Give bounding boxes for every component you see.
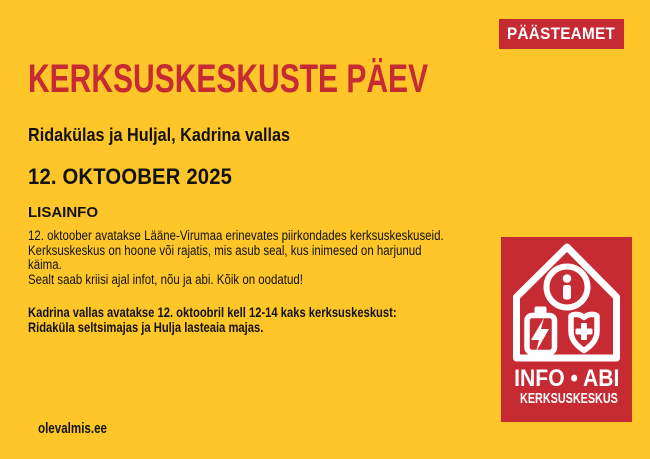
event-location: Ridakülas ja Huljal, Kadrina vallas bbox=[28, 125, 291, 145]
paasteamet-badge bbox=[499, 19, 624, 49]
info-icon bbox=[547, 267, 588, 308]
lightning-icon bbox=[531, 318, 549, 352]
highlight-line: Kadrina vallas avatakse 12. oktoobril kell 12-14 kaks kerksuskeskust: bbox=[28, 304, 397, 320]
info-paragraph-line: käima. bbox=[28, 257, 62, 273]
info-abi-logo-box bbox=[501, 237, 632, 422]
website-text: olevalmis.ee bbox=[38, 421, 107, 437]
paasteamet-badge-label: PÄÄSTEAMET bbox=[507, 24, 616, 43]
page-title: KERKSUSKESKUSTE PÄEV bbox=[28, 57, 429, 101]
info-paragraph-line: Kerksuskeskus on hoone või rajatis, mis asub seal, kus inimesed on harjunud bbox=[28, 242, 422, 258]
info-paragraph bbox=[28, 229, 517, 287]
info-heading: LISAINFO bbox=[28, 204, 98, 221]
info-paragraph-line: Sealt saab kriisi ajal infot, nõu ja abi. Kõik on oodatud! bbox=[28, 271, 303, 287]
highlight-paragraph bbox=[28, 305, 489, 334]
logo-primary-label: INFO • ABI bbox=[513, 365, 620, 392]
battery-icon bbox=[527, 307, 555, 353]
info-paragraph-line: 12. oktoober avatakse Lääne-Virumaa erinevates piirkondades kerksuskeskuseid. bbox=[28, 228, 444, 243]
house-icon bbox=[501, 237, 632, 365]
shield-cross-icon bbox=[571, 314, 597, 350]
logo-secondary-label: KERKSUSKESKUS bbox=[520, 390, 618, 407]
event-date: 12. OKTOOBER 2025 bbox=[28, 164, 233, 189]
highlight-line: Ridaküla seltsimajas ja Hulja lasteaia majas. bbox=[28, 318, 264, 335]
